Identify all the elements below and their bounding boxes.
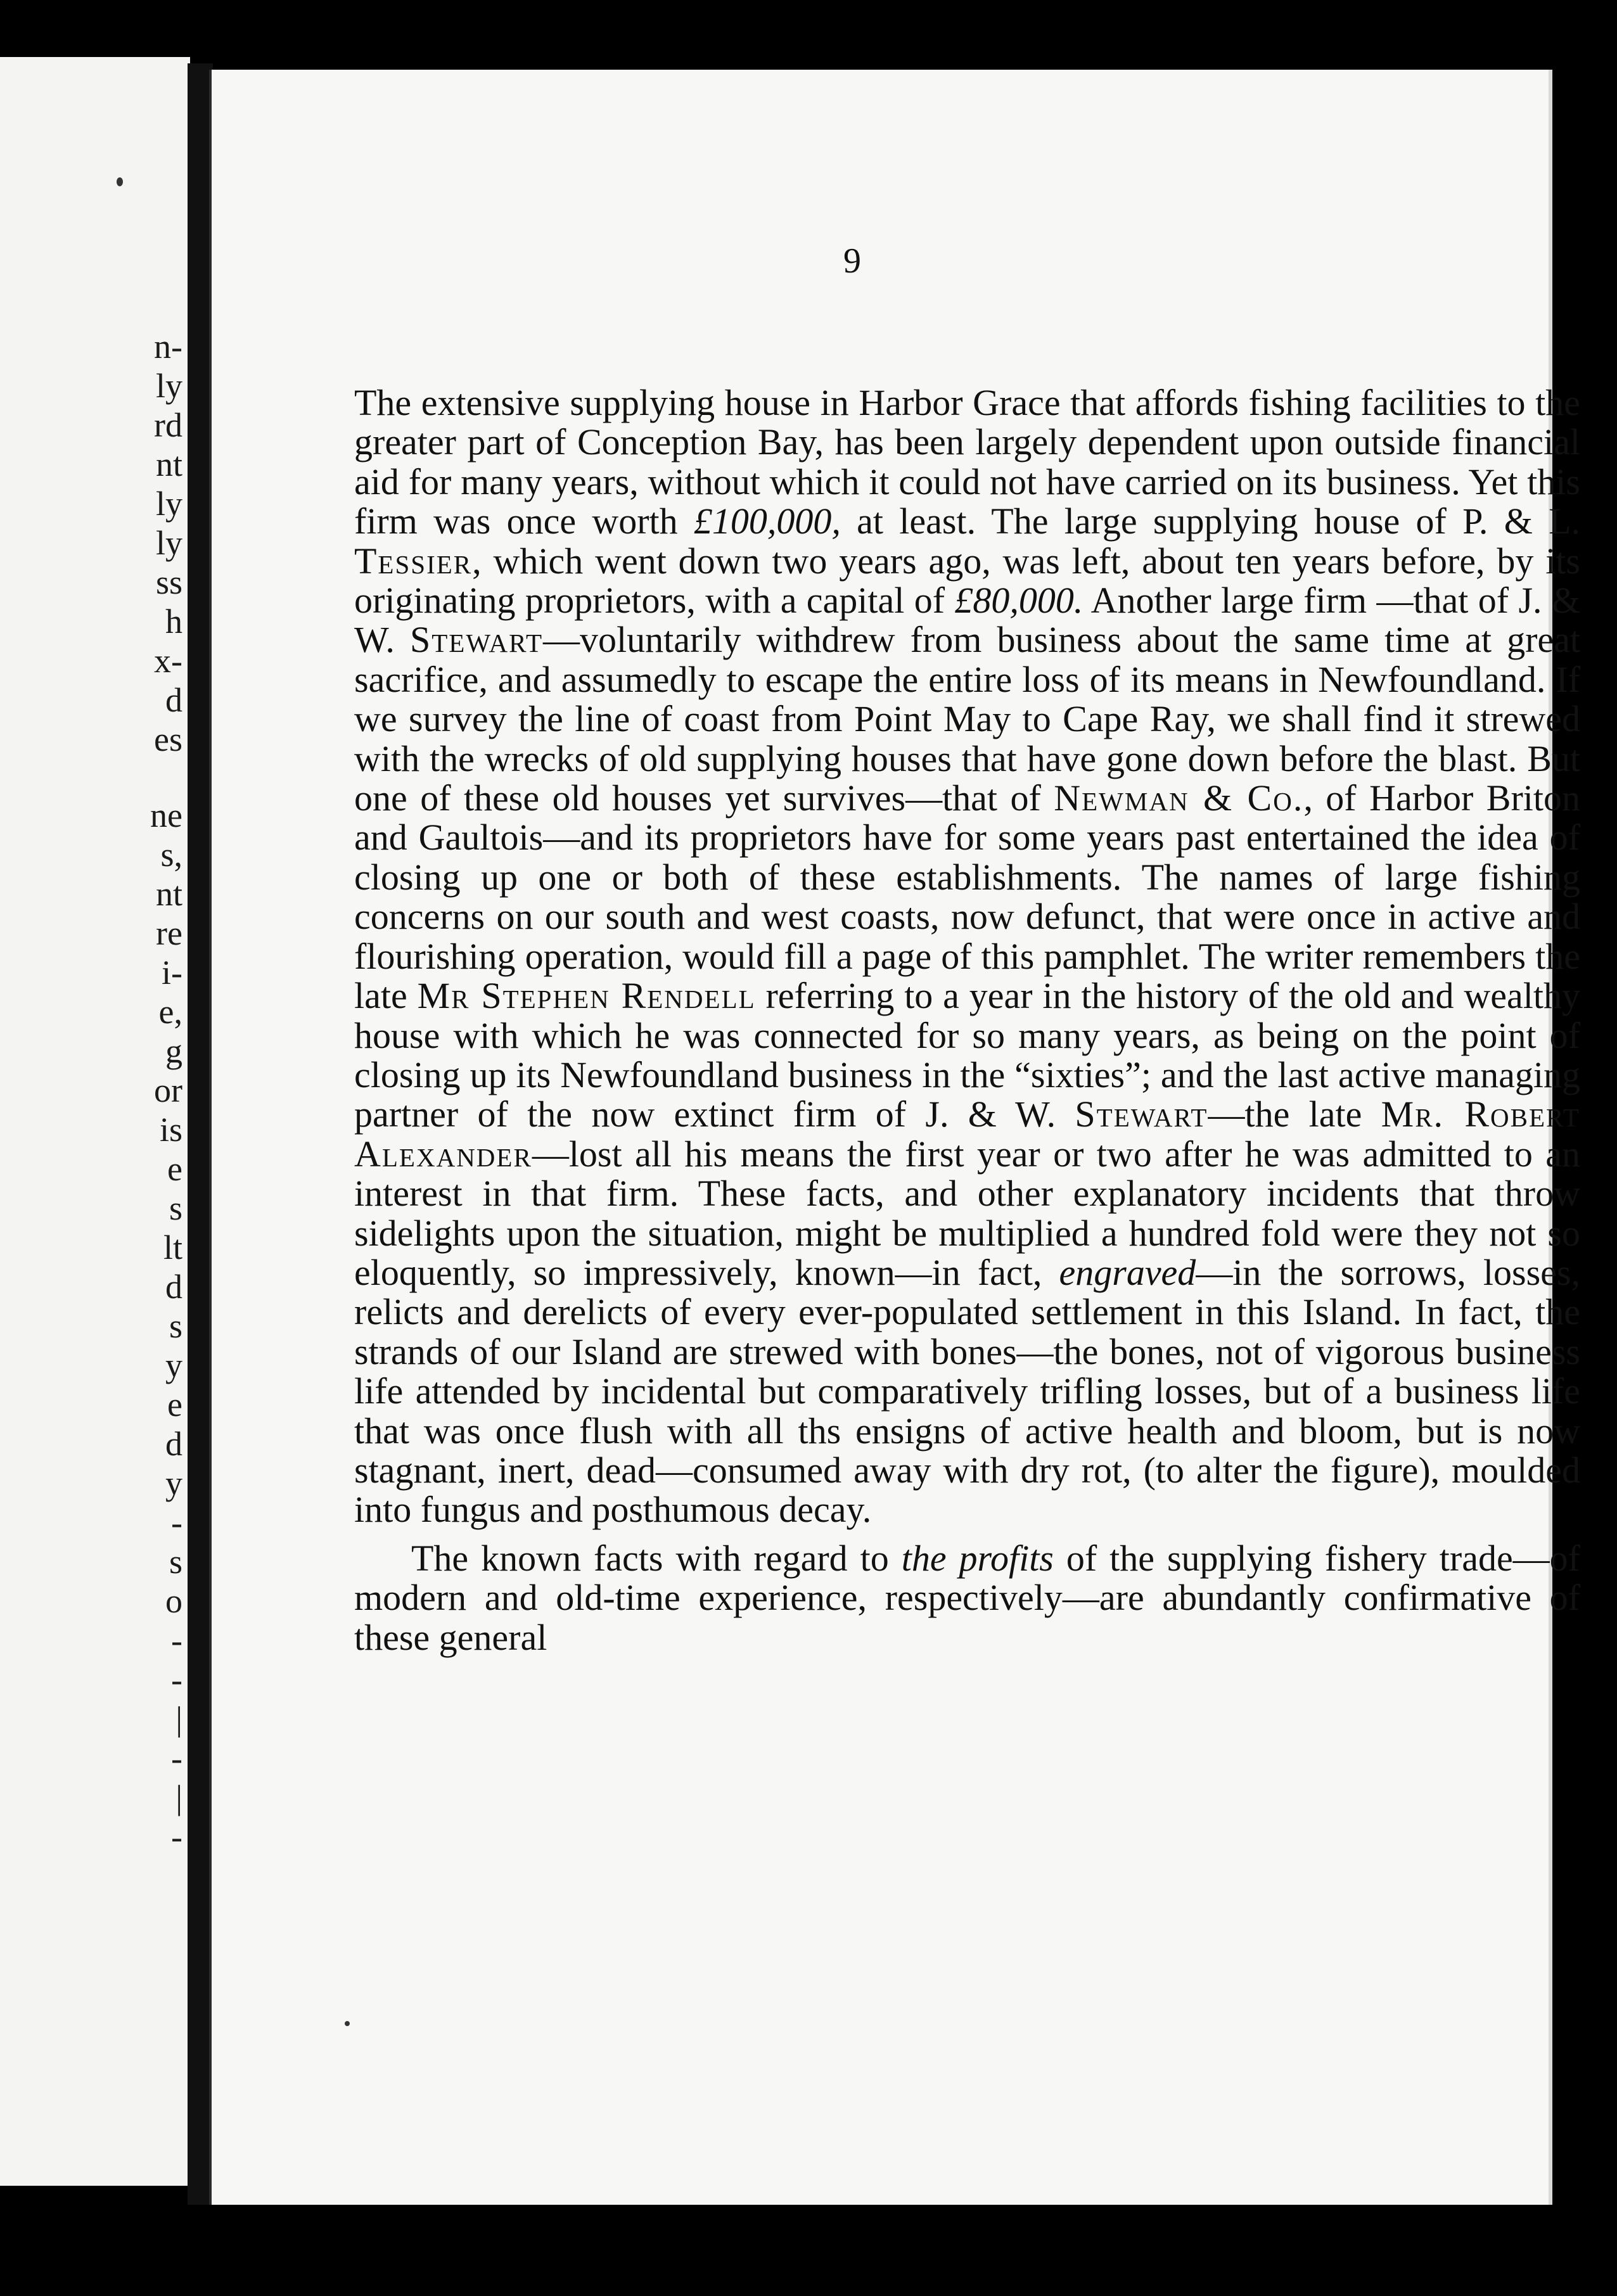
previous-page-fragment: - xyxy=(171,1661,182,1699)
text-run: —in the sorrows, losses, relicts and derelicts of every ever-populated settlement in this Island. In fact, the strands of our Island are strewed with bones—the bones, not of vigorous business life attended by incidental but comparatively trifling losses, but of a business life that was once flush with all ths ensigns of active health and bloom, but is now stagnant, inert, dead—consumed away with dry rot, (to alter the figure), moulded into fungus and posthumous decay. xyxy=(354,1251,1580,1531)
previous-page-fragment: o xyxy=(165,1582,182,1620)
previous-page-fragment: is xyxy=(159,1111,182,1149)
previous-page-fragment: s xyxy=(169,1543,182,1581)
previous-page-fragment: d xyxy=(165,681,182,719)
page-number: 9 xyxy=(843,241,861,281)
text-run: Tessier xyxy=(354,540,473,582)
previous-page-fragment: - xyxy=(171,1503,182,1541)
previous-page-fragment: s xyxy=(169,1307,182,1345)
previous-page-fragment: - xyxy=(171,1818,182,1856)
previous-page-fragment: d xyxy=(165,1268,182,1306)
previous-page-fragment: y xyxy=(165,1346,182,1384)
previous-page-fragment: d xyxy=(165,1425,182,1463)
text-run: Mr Stephen Rendell xyxy=(417,975,756,1017)
previous-page-fragment: or xyxy=(154,1071,182,1109)
text-run: , which went down two years ago, was left, about ten years before, by its originating proprietors, with a capital of xyxy=(354,540,1580,622)
previous-page-fragment: e, xyxy=(158,993,182,1031)
text-run: Newman & Co. xyxy=(1054,777,1304,819)
text-run: engraved xyxy=(1059,1251,1196,1293)
paragraph xyxy=(354,383,1580,1530)
previous-page-fragment: x- xyxy=(154,642,182,680)
text-run: —lost all his means the first year or two after he was admitted to an interest in that firm. These facts, and other explanatory incidents that throw sidelights upon the situation, might be multiplied a hundred fold were they not so eloquently, so impressively, known—in fact, xyxy=(354,1133,1580,1293)
previous-page-fragment: re xyxy=(156,914,182,952)
text-run: referring to a year in the history of the old and wealthy house with which he was connected for so many years, as being on the point of closing up its Newfoundland business in the “sixties”; and the last active managing partner of the now extinct firm of J. & W. xyxy=(354,975,1580,1135)
text-run: the profits xyxy=(901,1537,1054,1579)
previous-page-fragment: ly xyxy=(155,485,182,523)
text-run: , of Harbor Briton and Gaultois—and its proprietors have for some years past entertained the idea of closing up one or both of these establishments. The names of large fishing concerns on our south and west coasts, now defunct, that were once in active and flourishing operation, would fill a page of this pamphlet. The writer remembers the late xyxy=(354,777,1580,1017)
previous-page-fragment: g xyxy=(165,1032,182,1070)
text-run: Stewart xyxy=(409,619,544,661)
print-speck xyxy=(117,177,123,186)
text-run: £80,000. xyxy=(954,580,1083,622)
text-run: at least. The large supplying house of P. & L. xyxy=(840,501,1581,542)
text-run: Mr. Robert Alexander xyxy=(354,1094,1580,1175)
previous-page-fragment: rd xyxy=(154,406,182,444)
previous-page-fragment: s xyxy=(169,1189,182,1227)
previous-page-fragment: ly xyxy=(155,524,182,562)
previous-page-fragment: - xyxy=(171,1739,182,1777)
text-run: The extensive supplying house in Harbor Grace that affords fishing facilities to the greater part of Conception Bay, has been largely dependent upon outside financial aid for many years, without which it could not have carried on its business. Yet this firm was once worth xyxy=(354,382,1580,542)
text-run: £100,000, xyxy=(693,501,841,542)
text-run: of the supplying fishery trade—of modern and old-time experience, respectively—are abundantly confirmative of these general xyxy=(354,1537,1580,1658)
previous-page-fragment: | xyxy=(176,1778,182,1816)
previous-page-fragment: y xyxy=(165,1464,182,1502)
previous-page-fragment: s, xyxy=(160,836,182,874)
previous-page-fragment: lt xyxy=(163,1228,182,1266)
previous-page-fragment: h xyxy=(165,603,182,641)
body-text xyxy=(354,383,1580,1657)
previous-page-fragment: ne xyxy=(150,796,182,834)
previous-page-fragment: nt xyxy=(155,445,182,483)
page xyxy=(209,70,1581,2205)
previous-page-edge xyxy=(0,57,190,2186)
previous-page-fragment: e xyxy=(167,1150,182,1188)
previous-page-fragment: ly xyxy=(155,367,182,405)
previous-page-fragment: ss xyxy=(155,563,182,601)
text-run: The known facts with regard to xyxy=(411,1537,902,1579)
text-run: Stewart xyxy=(1075,1094,1208,1135)
previous-page-fragment: e xyxy=(167,1386,182,1424)
previous-page-fragment: - xyxy=(171,1621,182,1659)
text-run: —the late xyxy=(1208,1094,1381,1135)
print-speck xyxy=(345,2021,350,2026)
previous-page-fragment: nt xyxy=(155,875,182,913)
text-run: —voluntarily withdrew from business about the same time at great sacrifice, and assumedly to escape the entire loss of its means in Newfoundland. If we survey the line of coast from Point May to Cape Ray, we shall find it strewed with the wrecks of old supplying houses that have gone down before the blast. But one of these old houses yet survives—that of xyxy=(354,619,1580,819)
previous-page-fragment: | xyxy=(176,1700,182,1738)
previous-page-fragment: es xyxy=(154,720,182,758)
previous-page-fragment: n- xyxy=(154,328,182,366)
text-run: Another large firm —that of J. & W. xyxy=(354,580,1580,661)
paragraph xyxy=(354,1539,1580,1657)
previous-page-fragment: i- xyxy=(162,953,182,992)
